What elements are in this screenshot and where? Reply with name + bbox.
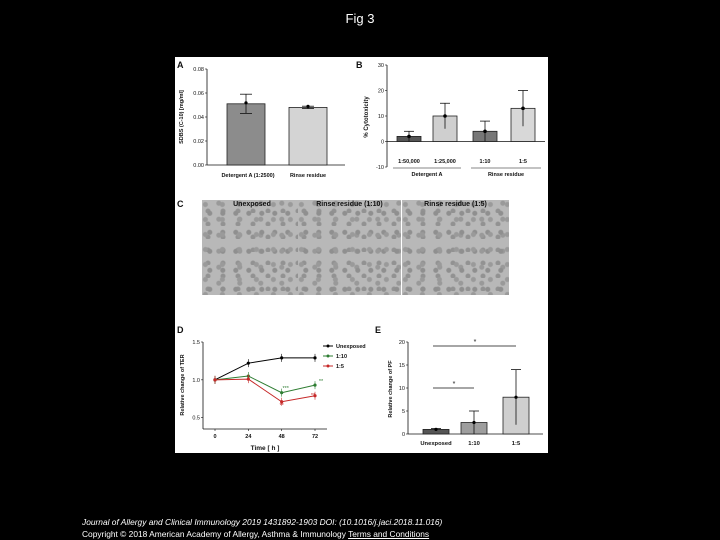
micrograph-label-1-10: Rinse residue (1:10): [316, 201, 383, 208]
panel-label-b: B: [356, 60, 363, 70]
chart-d-point: [213, 378, 216, 381]
chart-d-legend-marker: [327, 365, 330, 368]
micrograph-label-unexposed: Unexposed: [233, 201, 271, 208]
panel-label-e: E: [375, 325, 382, 335]
chart-d-point: [280, 356, 283, 359]
chart-a-y-label: SDBS (C-10) [mg/ml]: [179, 90, 185, 144]
chart-d-legend-marker: [327, 355, 330, 358]
terms-link[interactable]: Terms and Conditions: [348, 529, 430, 539]
chart-d-line: [215, 379, 315, 402]
panel-label-a: A: [177, 60, 184, 70]
chart-d-x-label: Time [ h ]: [250, 445, 280, 452]
chart-d-x-tick-label: 0: [213, 434, 217, 440]
chart-d-annotation: *: [247, 375, 250, 381]
micrograph-1-5: [402, 200, 509, 295]
chart-d-line: [215, 358, 315, 380]
chart-b-y-tick-label: -10: [376, 165, 384, 171]
chart-d-legend-label: 1:10: [336, 354, 348, 360]
chart-b-y-label: % Cytotoxicity: [364, 96, 370, 138]
chart-a-y-tick-label: 0.06: [193, 91, 204, 97]
chart-e-y-tick-label: 20: [398, 340, 405, 346]
chart-b-point: [521, 107, 525, 111]
chart-d-x-tick-label: 72: [311, 434, 319, 440]
chart-e-y-tick-label: 5: [401, 409, 405, 415]
chart-d-legend-label: 1:5: [336, 364, 344, 370]
chart-d-x-tick-label: 48: [278, 434, 285, 440]
chart-e-point: [514, 396, 517, 399]
chart-e-category-label: Unexposed: [420, 441, 452, 447]
chart-b-category-label: 1:5: [519, 159, 527, 165]
chart-d-annotation: **: [318, 379, 324, 385]
chart-d-annotation: ***: [282, 386, 289, 392]
chart-a-y-tick-label: 0.02: [193, 139, 204, 145]
micrograph-1-10: [298, 200, 401, 295]
chart-d-point: [247, 362, 250, 365]
chart-e-y-tick-label: 0: [401, 432, 405, 438]
chart-e-category-label: 1:5: [511, 441, 521, 447]
chart-d-legend-marker: [327, 345, 330, 348]
chart-b-y-tick-label: 20: [377, 88, 384, 95]
chart-e-y-tick-label: 10: [398, 386, 405, 392]
chart-b-group-label: Detergent A: [411, 172, 443, 178]
micrograph-unexposed: [202, 200, 302, 295]
chart-b-y-tick-label: 0: [380, 139, 384, 146]
chart-b-y-tick-label: 30: [377, 63, 384, 69]
chart-d-legend-label: Unexposed: [336, 344, 366, 350]
chart-b-point: [407, 135, 411, 139]
chart-a-category-label: Detergent A (1:2500): [221, 173, 275, 179]
chart-b-point: [443, 114, 447, 118]
chart-a-y-tick-label: 0.00: [193, 163, 204, 169]
chart-d-x-tick-label: 24: [245, 434, 252, 440]
chart-e-point: [472, 421, 475, 424]
chart-a-y-tick-label: 0.08: [193, 67, 204, 73]
chart-e-y-tick-label: 15: [398, 363, 405, 369]
chart-d-annotation: **: [279, 403, 284, 409]
chart-e-point: [434, 428, 437, 431]
chart-b-point: [483, 130, 487, 134]
footer-journal: Journal of Allergy and Clinical Immunology 2019 1431892-1903 DOI: (10.1016/j.jaci.2018.11.016): [82, 517, 443, 527]
chart-b-y-tick-label: 10: [377, 114, 384, 120]
chart-e-annotation: *: [452, 381, 456, 388]
chart-e-annotation: *: [473, 339, 477, 346]
chart-a-y-tick-label: 0.04: [193, 115, 204, 121]
chart-d-point: [313, 356, 316, 359]
chart-b-category-label: 1:50,000: [398, 159, 420, 165]
footer-copyright-line: [82, 529, 429, 539]
chart-d-y-tick-label: 0.5: [192, 415, 200, 422]
slide-title: Fig 3: [345, 11, 375, 26]
chart-b-category-label: 1:25,000: [434, 159, 456, 165]
chart-e-y-label: Relative change of PF: [388, 360, 394, 418]
footer-copyright: Copyright © 2018 American Academy of Allergy, Asthma & Immunology: [82, 529, 346, 539]
chart-d-point: [313, 384, 316, 387]
chart-d-annotation: **: [310, 393, 316, 399]
figure-panel: [175, 57, 548, 453]
chart-b-group-label: Rinse residue: [487, 172, 525, 178]
micrograph-label-1-5: Rinse residue (1:5): [424, 201, 487, 208]
chart-b-category-label: 1:10: [479, 159, 491, 165]
panel-label-c: C: [177, 199, 184, 209]
chart-a-bar: [289, 107, 327, 165]
chart-a-point: [244, 101, 247, 104]
chart-d-y-tick-label: 1.5: [192, 340, 200, 346]
chart-a-category-label: Rinse residue: [289, 173, 327, 179]
chart-e-category-label: 1:10: [468, 441, 480, 447]
panel-label-d: D: [177, 325, 184, 335]
chart-d-y-tick-label: 1.0: [192, 377, 200, 384]
chart-a-point: [306, 105, 309, 108]
chart-d-y-label: Relative change of TER: [180, 354, 186, 416]
